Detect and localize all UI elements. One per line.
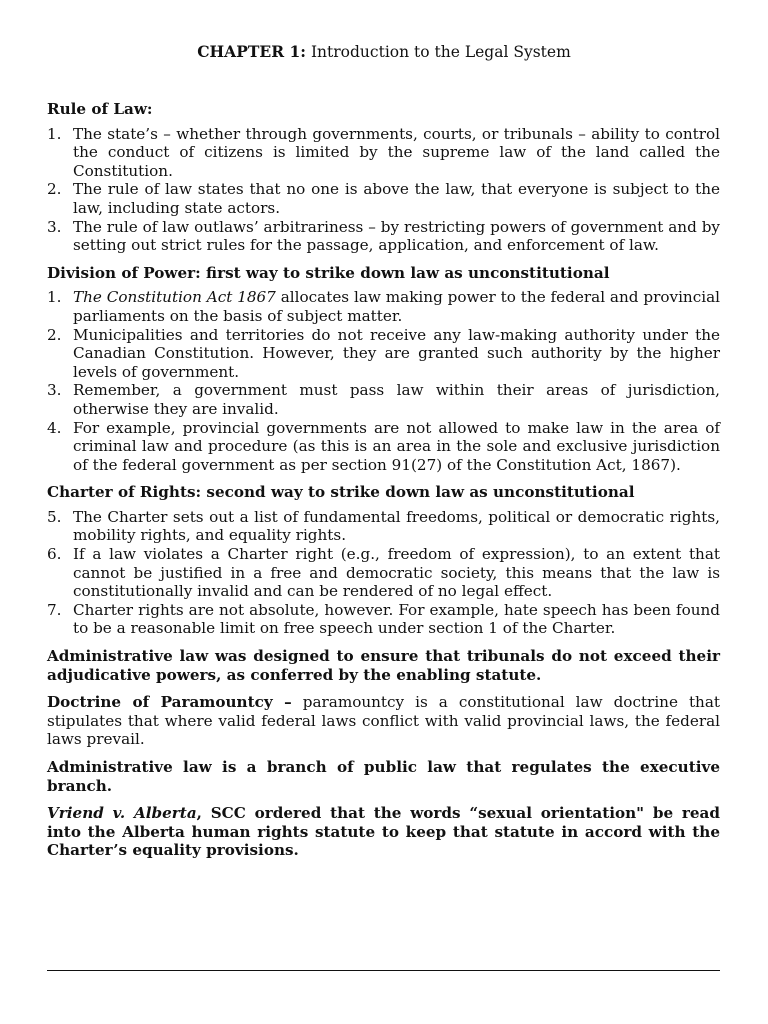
charter-heading: Charter of Rights: second way to strike down law as unconstitutional [47, 483, 635, 502]
list-text: If a law violates a Charter right (e.g., freedom of expression), to an extent that cannot be justified in a free and democratic society, this means that the law is constitutionally invalid and can be rendered of no legal effect. [73, 545, 720, 601]
paramountcy-text: paramountcy is a constitutional law doctrine that stipulates that where valid federal laws conflict with valid provincial laws, the federal laws prevail. [47, 693, 720, 749]
chapter-title [0, 43, 768, 62]
list-number: 6. [47, 545, 62, 564]
list-item [47, 419, 720, 475]
paramountcy-paragraph [47, 693, 720, 749]
list-text: Remember, a government must pass law within their areas of jurisdiction, otherwise they are invalid. [73, 381, 720, 418]
paramountcy-term: Doctrine of Paramountcy – [47, 693, 292, 712]
list-number: 3. [47, 217, 62, 236]
constitution-act-citation: The Constitution Act 1867 [73, 288, 276, 307]
vriend-text: , SCC ordered that the words “sexual orientation" be read into the Alberta human rights statute to keep that statute in accord with the Charter’s equality provisions. [47, 804, 720, 860]
chapter-label: CHAPTER 1: [197, 42, 306, 61]
list-item [47, 508, 720, 545]
list-text: The state’s – whether through governments, courts, or tribunals – ability to control the conduct of citizens is limited by the supreme law of the land called the Constitution. [73, 124, 720, 180]
vriend-case-name: Vriend v. Alberta [47, 804, 197, 823]
division-of-power-heading: Division of Power: first way to strike down law as unconstitutional [47, 263, 610, 282]
list-number: 7. [47, 600, 62, 619]
list-number: 4. [47, 418, 62, 437]
list-text: allocates law making power to the federal and provincial parliaments on the basis of subject matter. [73, 288, 720, 325]
list-number: 2. [47, 325, 62, 344]
list-number: 1. [47, 124, 62, 143]
list-text: Charter rights are not absolute, however. For example, hate speech has been found to be a reasonable limit on free speech under section 1 of the Charter. [73, 600, 720, 638]
list-item [47, 601, 720, 638]
vriend-paragraph [47, 804, 720, 860]
list-number: 5. [47, 507, 62, 526]
list-item [47, 218, 720, 255]
list-item [47, 545, 720, 601]
admin-law-branch-paragraph: Administrative law is a branch of public law that regulates the executive branch. [47, 758, 720, 795]
rule-of-law-heading: Rule of Law: [47, 100, 153, 118]
list-text: The rule of law outlaws’ arbitrariness – by restricting powers of government and by setting out strict rules for the passage, application, and enforcement of law. [73, 217, 720, 255]
charter-list [47, 508, 720, 638]
list-item [47, 125, 720, 181]
admin-law-purpose-paragraph: Administrative law was designed to ensure that tribunals do not exceed their adjudicative powers, as conferred by the enabling statute. [47, 647, 720, 684]
document-body [47, 100, 720, 860]
rule-of-law-list [47, 125, 720, 255]
list-item [47, 326, 720, 382]
list-number: 2. [47, 180, 62, 199]
list-item [47, 288, 720, 325]
list-number: 3. [47, 381, 62, 400]
list-item [47, 180, 720, 217]
list-text: The Charter sets out a list of fundamental freedoms, political or democratic rights, mobility rights, and equality rights. [73, 507, 720, 545]
chapter-name: Introduction to the Legal System [310, 43, 571, 61]
list-number: 1. [47, 288, 62, 307]
list-text: Municipalities and territories do not receive any law-making authority under the Canadian Constitution. However, they are granted such authority by the higher levels of government. [73, 325, 720, 381]
list-item [47, 381, 720, 418]
list-text: For example, provincial governments are not allowed to make law in the area of criminal law and procedure (as this is an area in the sole and exclusive jurisdiction of the federal government as per section 91(27) of the Constitution Act, 1867). [73, 418, 720, 474]
division-of-power-list [47, 288, 720, 474]
list-text: The rule of law states that no one is above the law, that everyone is subject to the law, including state actors. [73, 180, 720, 217]
footer-divider [47, 970, 720, 971]
